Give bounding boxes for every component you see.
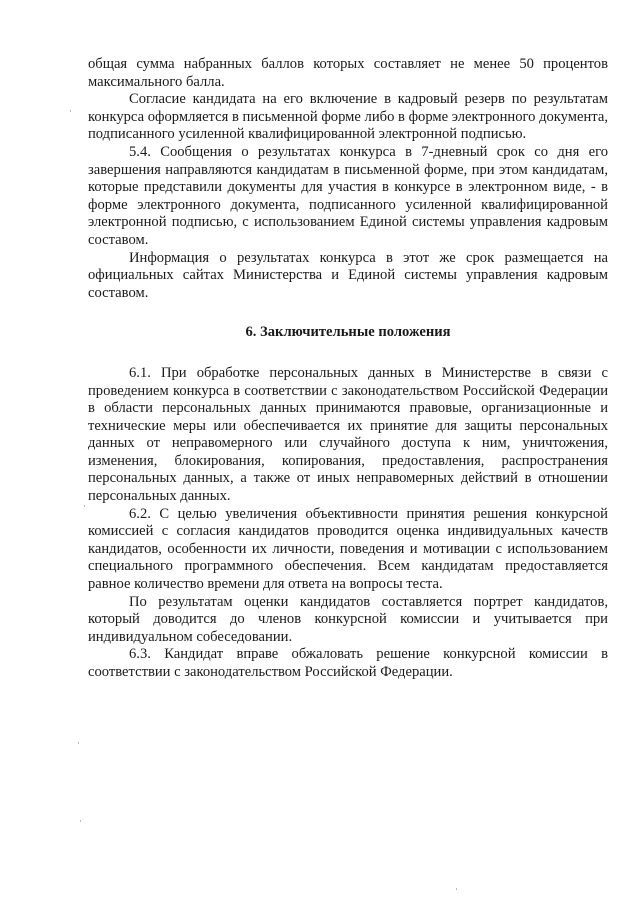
scan-speck <box>84 505 85 507</box>
paragraph-reserve-consent: Согласие кандидата на его включение в кадровый резерв по результатам конкурса оформляется в письменной форме либо в форме электронного документа, подписанного усиленной квалифицированной электронной подписью. <box>88 91 608 143</box>
paragraph-6-2-candidate-assessment: 6.2. С целью увеличения объективности принятия решения конкурсной комиссией с согласия кандидатов проводится оценка индивидуальных качеств кандидатов, особенности их личности, поведения и мотивации с использованием специального программного обеспечения. Всем кандидатам предоставляется равное количество времени для ответа на вопросы теста. <box>88 505 608 593</box>
paragraph-6-3-appeal: 6.3. Кандидат вправе обжаловать решение конкурсной комиссии в соответствии с законодательством Российской Федерации. <box>88 646 608 680</box>
scan-speck <box>456 888 457 890</box>
document-body <box>88 56 608 682</box>
paragraph-results-publication: Информация о результатах конкурса в этот же срок размещается на официальных сайтах Министерства и Единой системы управления кадровым составом. <box>88 249 608 301</box>
scan-speck <box>80 820 81 822</box>
section-heading: 6. Заключительные положения <box>245 324 451 341</box>
paragraph-candidate-portrait: По результатам оценки кандидатов составляется портрет кандидатов, который доводится до членов конкурсной комиссии и учитывается при индивидуальном собеседовании. <box>88 593 608 645</box>
spacer <box>88 342 608 365</box>
paragraph-6-1-personal-data: 6.1. При обработке персональных данных в Министерстве в связи с проведением конкурса в соответствии с законодательством Российской Федерации в области персональных данных принимаются правовые, организационные и технические меры или обеспечивается их принятие для защиты персональных данных от неправомерного или случайного доступа к ним, уничтожения, изменения, блокирования, копирования, предоставления, распространения персональных данных, а также от иных неправомерных действий в отношении персональных данных. <box>88 364 608 505</box>
scan-speck <box>78 742 79 744</box>
paragraph-5-4-results-notification: 5.4. Сообщения о результатах конкурса в 7-дневный срок со дня его завершения направляются кандидатам в письменной форме, при этом кандидатам, которые представили документы для участия в конкурсе в электронном виде, - в форме электронного документа, подписанного усиленной квалифицированной электронной подписью, с использованием Единой системы управления кадровым составом. <box>88 143 608 248</box>
paragraph-score-threshold: общая сумма набранных баллов которых составляет не менее 50 процентов максимального балла. <box>88 56 608 90</box>
scan-speck <box>70 110 71 112</box>
spacer <box>88 302 608 324</box>
